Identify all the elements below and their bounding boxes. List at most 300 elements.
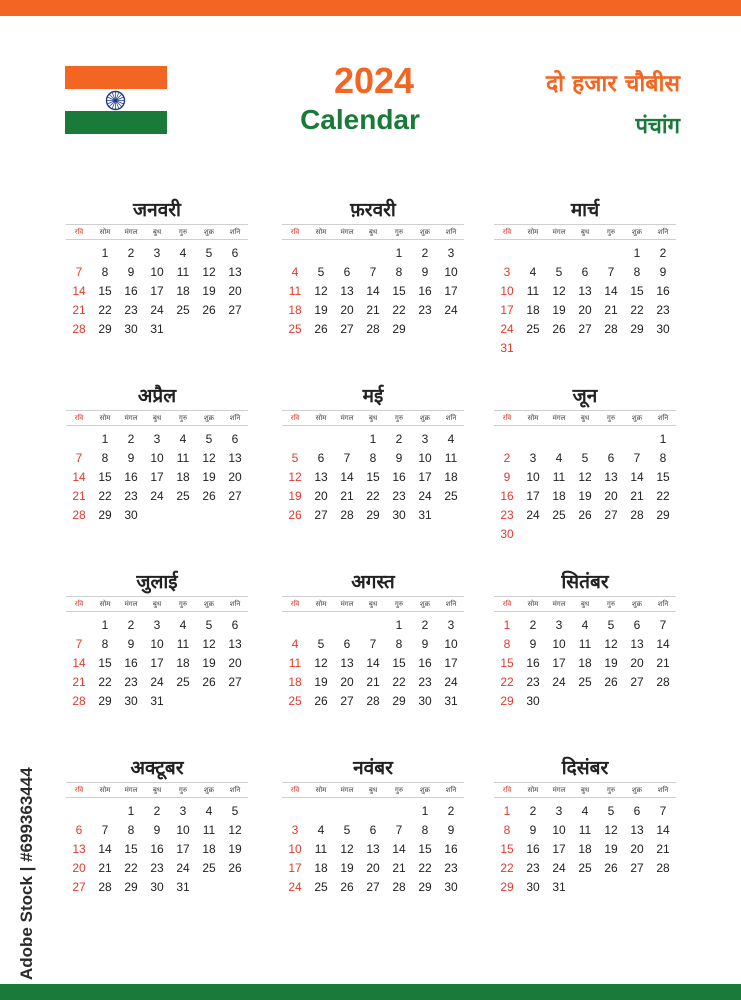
empty-cell bbox=[282, 244, 308, 263]
date-cell: 19 bbox=[340, 861, 354, 875]
date-cell: 31 bbox=[418, 508, 432, 522]
date-cell: 13 bbox=[314, 470, 328, 484]
sunday-date: 28 bbox=[72, 322, 86, 336]
date-cell: 29 bbox=[98, 694, 112, 708]
flag-saffron-band bbox=[65, 66, 167, 89]
empty-cell bbox=[66, 430, 92, 449]
date-cell: 20 bbox=[340, 303, 354, 317]
weekday-label: रवि bbox=[290, 414, 300, 422]
date-cell: 14 bbox=[98, 842, 112, 856]
date-cell: 17 bbox=[150, 284, 164, 298]
date-cell: 28 bbox=[604, 322, 618, 336]
top-color-bar bbox=[0, 0, 741, 16]
date-cell: 16 bbox=[526, 656, 540, 670]
date-cell: 21 bbox=[366, 675, 380, 689]
weekday-label: रवि bbox=[290, 228, 300, 236]
weekday-label: बुध bbox=[152, 414, 162, 422]
date-cell: 20 bbox=[228, 284, 242, 298]
date-cell: 27 bbox=[228, 303, 242, 317]
weekday-label: शनि bbox=[657, 600, 669, 608]
weekday-label: बुध bbox=[580, 228, 590, 236]
weekday-label: मंगल bbox=[340, 600, 354, 608]
date-cell: 9 bbox=[127, 451, 135, 465]
date-cell: 8 bbox=[101, 451, 109, 465]
month-block bbox=[66, 755, 248, 897]
weekday-label: बुध bbox=[368, 414, 378, 422]
sunday-date: 1 bbox=[503, 804, 511, 818]
date-cell: 4 bbox=[205, 804, 213, 818]
sunday-date: 18 bbox=[288, 675, 302, 689]
date-cell: 4 bbox=[581, 804, 589, 818]
empty-cell bbox=[598, 430, 624, 449]
day-grid bbox=[494, 244, 676, 358]
date-cell: 6 bbox=[633, 804, 641, 818]
hindi-subtitle: पंचांग bbox=[635, 114, 680, 139]
sunday-date: 15 bbox=[500, 842, 514, 856]
date-cell: 10 bbox=[150, 265, 164, 279]
date-cell: 15 bbox=[98, 470, 112, 484]
date-cell: 14 bbox=[366, 284, 380, 298]
date-cell: 6 bbox=[231, 432, 239, 446]
month-block bbox=[66, 383, 248, 525]
date-cell: 20 bbox=[314, 489, 328, 503]
day-grid bbox=[282, 430, 464, 525]
weekday-label: शनि bbox=[445, 414, 457, 422]
weekday-header bbox=[494, 596, 676, 612]
date-cell: 23 bbox=[656, 303, 670, 317]
date-cell: 19 bbox=[202, 284, 216, 298]
month-block bbox=[282, 569, 464, 711]
date-cell: 11 bbox=[176, 451, 190, 465]
date-cell: 19 bbox=[604, 656, 618, 670]
weekday-label: बुध bbox=[368, 600, 378, 608]
date-cell: 6 bbox=[231, 618, 239, 632]
sunday-date: 24 bbox=[500, 322, 514, 336]
sunday-date: 21 bbox=[72, 303, 86, 317]
date-cell: 30 bbox=[124, 508, 138, 522]
sunday-date: 3 bbox=[291, 823, 299, 837]
date-cell: 22 bbox=[392, 675, 406, 689]
date-cell: 2 bbox=[447, 804, 455, 818]
weekday-label: बुध bbox=[368, 228, 378, 236]
date-cell: 15 bbox=[98, 656, 112, 670]
weekday-label: शनि bbox=[445, 786, 457, 794]
date-cell: 12 bbox=[202, 451, 216, 465]
weekday-label: मंगल bbox=[124, 414, 138, 422]
date-cell: 13 bbox=[604, 470, 618, 484]
date-cell: 4 bbox=[179, 246, 187, 260]
date-cell: 25 bbox=[176, 303, 190, 317]
date-cell: 28 bbox=[366, 322, 380, 336]
ashoka-chakra-icon bbox=[105, 90, 126, 111]
date-cell: 13 bbox=[340, 284, 354, 298]
date-cell: 12 bbox=[202, 265, 216, 279]
sunday-date: 2 bbox=[503, 451, 511, 465]
date-cell: 22 bbox=[418, 861, 432, 875]
date-cell: 5 bbox=[343, 823, 351, 837]
day-grid bbox=[66, 244, 248, 339]
date-cell: 16 bbox=[656, 284, 670, 298]
weekday-label: सोम bbox=[315, 228, 327, 236]
date-cell: 30 bbox=[656, 322, 670, 336]
weekday-label: शनि bbox=[445, 228, 457, 236]
date-cell: 6 bbox=[633, 618, 641, 632]
date-cell: 27 bbox=[630, 861, 644, 875]
date-cell: 10 bbox=[552, 637, 566, 651]
date-cell: 16 bbox=[444, 842, 458, 856]
date-cell: 7 bbox=[101, 823, 109, 837]
date-cell: 31 bbox=[176, 880, 190, 894]
weekday-label: सोम bbox=[99, 786, 111, 794]
weekday-label: गुरु bbox=[606, 228, 616, 236]
sunday-date: 18 bbox=[288, 303, 302, 317]
sunday-date: 20 bbox=[72, 861, 86, 875]
month-name: अगस्त bbox=[351, 571, 395, 593]
date-cell: 6 bbox=[343, 637, 351, 651]
date-cell: 4 bbox=[529, 265, 537, 279]
date-cell: 16 bbox=[150, 842, 164, 856]
sunday-date: 31 bbox=[500, 341, 514, 355]
sunday-date: 4 bbox=[291, 637, 299, 651]
weekday-header bbox=[494, 410, 676, 426]
date-cell: 17 bbox=[418, 470, 432, 484]
date-cell: 17 bbox=[526, 489, 540, 503]
day-grid bbox=[494, 616, 676, 711]
date-cell: 3 bbox=[555, 618, 563, 632]
weekday-label: शुक्र bbox=[203, 786, 215, 794]
date-cell: 18 bbox=[444, 470, 458, 484]
date-cell: 17 bbox=[150, 656, 164, 670]
empty-cell bbox=[360, 616, 386, 635]
date-cell: 26 bbox=[202, 303, 216, 317]
date-cell: 23 bbox=[418, 675, 432, 689]
date-cell: 4 bbox=[555, 451, 563, 465]
date-cell: 20 bbox=[340, 675, 354, 689]
date-cell: 17 bbox=[150, 470, 164, 484]
month-name: जून bbox=[572, 385, 598, 407]
weekday-header bbox=[66, 224, 248, 240]
date-cell: 17 bbox=[444, 656, 458, 670]
sunday-date: 10 bbox=[500, 284, 514, 298]
date-cell: 3 bbox=[421, 432, 429, 446]
month-block bbox=[494, 383, 676, 544]
date-cell: 19 bbox=[552, 303, 566, 317]
weekday-label: सोम bbox=[99, 600, 111, 608]
date-cell: 31 bbox=[150, 694, 164, 708]
date-cell: 1 bbox=[395, 618, 403, 632]
date-cell: 22 bbox=[630, 303, 644, 317]
date-cell: 15 bbox=[656, 470, 670, 484]
weekday-label: रवि bbox=[74, 786, 84, 794]
date-cell: 25 bbox=[552, 508, 566, 522]
date-cell: 8 bbox=[369, 451, 377, 465]
weekday-label: गुरु bbox=[606, 600, 616, 608]
month-block bbox=[282, 197, 464, 339]
date-cell: 5 bbox=[581, 451, 589, 465]
date-cell: 2 bbox=[127, 618, 135, 632]
date-cell: 19 bbox=[202, 470, 216, 484]
date-cell: 1 bbox=[101, 618, 109, 632]
date-cell: 28 bbox=[98, 880, 112, 894]
date-cell: 16 bbox=[418, 656, 432, 670]
date-cell: 28 bbox=[630, 508, 644, 522]
empty-cell bbox=[282, 802, 308, 821]
date-cell: 6 bbox=[317, 451, 325, 465]
date-cell: 28 bbox=[656, 675, 670, 689]
month-name: जुलाई bbox=[136, 571, 178, 593]
sunday-date: 17 bbox=[500, 303, 514, 317]
day-grid bbox=[282, 616, 464, 711]
date-cell: 27 bbox=[228, 675, 242, 689]
date-cell: 14 bbox=[656, 823, 670, 837]
date-cell: 17 bbox=[552, 656, 566, 670]
weekday-label: बुध bbox=[580, 786, 590, 794]
date-cell: 3 bbox=[529, 451, 537, 465]
empty-cell bbox=[66, 802, 92, 821]
month-name: फ़रवरी bbox=[350, 199, 396, 221]
day-grid bbox=[66, 802, 248, 897]
weekday-label: मंगल bbox=[340, 414, 354, 422]
date-cell: 24 bbox=[444, 675, 458, 689]
date-cell: 5 bbox=[317, 637, 325, 651]
date-cell: 22 bbox=[366, 489, 380, 503]
sunday-date: 27 bbox=[72, 880, 86, 894]
date-cell: 23 bbox=[124, 675, 138, 689]
day-grid bbox=[66, 616, 248, 711]
date-cell: 20 bbox=[604, 489, 618, 503]
date-cell: 2 bbox=[127, 246, 135, 260]
date-cell: 21 bbox=[656, 656, 670, 670]
weekday-header bbox=[282, 782, 464, 798]
date-cell: 13 bbox=[228, 265, 242, 279]
date-cell: 8 bbox=[395, 265, 403, 279]
empty-cell bbox=[282, 430, 308, 449]
date-cell: 2 bbox=[421, 246, 429, 260]
sunday-date: 29 bbox=[500, 880, 514, 894]
date-cell: 30 bbox=[124, 322, 138, 336]
month-block bbox=[282, 755, 464, 897]
date-cell: 26 bbox=[604, 861, 618, 875]
date-cell: 28 bbox=[392, 880, 406, 894]
date-cell: 24 bbox=[150, 489, 164, 503]
date-cell: 15 bbox=[366, 470, 380, 484]
weekday-header bbox=[66, 596, 248, 612]
date-cell: 27 bbox=[228, 489, 242, 503]
date-cell: 5 bbox=[205, 246, 213, 260]
date-cell: 24 bbox=[418, 489, 432, 503]
date-cell: 15 bbox=[124, 842, 138, 856]
date-cell: 19 bbox=[604, 842, 618, 856]
date-cell: 14 bbox=[630, 470, 644, 484]
date-cell: 14 bbox=[392, 842, 406, 856]
date-cell: 26 bbox=[578, 508, 592, 522]
date-cell: 23 bbox=[526, 861, 540, 875]
date-cell: 23 bbox=[418, 303, 432, 317]
weekday-label: शुक्र bbox=[419, 228, 431, 236]
date-cell: 28 bbox=[366, 694, 380, 708]
sunday-date: 21 bbox=[72, 489, 86, 503]
date-cell: 24 bbox=[552, 675, 566, 689]
sunday-date: 8 bbox=[503, 637, 511, 651]
weekday-label: रवि bbox=[502, 786, 512, 794]
date-cell: 8 bbox=[395, 637, 403, 651]
month-block bbox=[494, 755, 676, 897]
date-cell: 24 bbox=[552, 861, 566, 875]
day-grid bbox=[282, 802, 464, 897]
date-cell: 3 bbox=[153, 246, 161, 260]
date-cell: 12 bbox=[314, 656, 328, 670]
weekday-label: बुध bbox=[152, 600, 162, 608]
year-title: 2024 bbox=[333, 60, 415, 101]
weekday-label: शुक्र bbox=[419, 600, 431, 608]
date-cell: 13 bbox=[228, 451, 242, 465]
date-cell: 29 bbox=[98, 322, 112, 336]
flag-white-band bbox=[65, 89, 167, 112]
date-cell: 22 bbox=[124, 861, 138, 875]
date-cell: 18 bbox=[552, 489, 566, 503]
date-cell: 3 bbox=[153, 618, 161, 632]
watermark-text: Adobe Stock | #699363444 bbox=[17, 767, 36, 980]
date-cell: 11 bbox=[578, 637, 592, 651]
sunday-date: 12 bbox=[288, 470, 302, 484]
weekday-header bbox=[282, 596, 464, 612]
date-cell: 12 bbox=[202, 637, 216, 651]
sunday-date: 19 bbox=[288, 489, 302, 503]
empty-cell bbox=[572, 244, 598, 263]
date-cell: 25 bbox=[526, 322, 540, 336]
date-cell: 27 bbox=[314, 508, 328, 522]
date-cell: 6 bbox=[369, 823, 377, 837]
sunday-date: 22 bbox=[500, 861, 514, 875]
weekday-label: शनि bbox=[229, 414, 241, 422]
weekday-label: सोम bbox=[99, 228, 111, 236]
date-cell: 15 bbox=[392, 656, 406, 670]
sunday-date: 10 bbox=[288, 842, 302, 856]
weekday-label: बुध bbox=[152, 228, 162, 236]
date-cell: 9 bbox=[659, 265, 667, 279]
date-cell: 20 bbox=[630, 842, 644, 856]
month-name: अप्रैल bbox=[137, 385, 177, 407]
date-cell: 14 bbox=[340, 470, 354, 484]
date-cell: 9 bbox=[395, 451, 403, 465]
date-cell: 5 bbox=[555, 265, 563, 279]
date-cell: 3 bbox=[153, 432, 161, 446]
date-cell: 17 bbox=[552, 842, 566, 856]
weekday-label: मंगल bbox=[124, 228, 138, 236]
empty-cell bbox=[520, 430, 546, 449]
empty-cell bbox=[334, 244, 360, 263]
empty-cell bbox=[360, 244, 386, 263]
date-cell: 30 bbox=[444, 880, 458, 894]
sunday-date: 4 bbox=[291, 265, 299, 279]
date-cell: 8 bbox=[659, 451, 667, 465]
weekday-label: शनि bbox=[445, 600, 457, 608]
weekday-label: शनि bbox=[229, 786, 241, 794]
date-cell: 15 bbox=[98, 284, 112, 298]
hindi-year-title: दो हजार चौबीस bbox=[545, 71, 680, 97]
month-name: सितंबर bbox=[561, 571, 609, 593]
empty-cell bbox=[308, 616, 334, 635]
weekday-label: शुक्र bbox=[419, 786, 431, 794]
weekday-label: सोम bbox=[99, 414, 111, 422]
date-cell: 18 bbox=[176, 656, 190, 670]
empty-cell bbox=[360, 802, 386, 821]
date-cell: 13 bbox=[366, 842, 380, 856]
date-cell: 30 bbox=[526, 880, 540, 894]
weekday-label: शनि bbox=[229, 228, 241, 236]
date-cell: 10 bbox=[552, 823, 566, 837]
date-cell: 7 bbox=[659, 804, 667, 818]
date-cell: 9 bbox=[153, 823, 161, 837]
date-cell: 27 bbox=[630, 675, 644, 689]
date-cell: 21 bbox=[392, 861, 406, 875]
sunday-date: 24 bbox=[288, 880, 302, 894]
date-cell: 29 bbox=[392, 322, 406, 336]
date-cell: 27 bbox=[340, 694, 354, 708]
date-cell: 11 bbox=[176, 637, 190, 651]
sunday-date: 25 bbox=[288, 322, 302, 336]
date-cell: 11 bbox=[444, 451, 458, 465]
date-cell: 12 bbox=[604, 823, 618, 837]
stock-watermark bbox=[12, 755, 36, 985]
date-cell: 20 bbox=[366, 861, 380, 875]
weekday-label: रवि bbox=[502, 228, 512, 236]
sunday-date: 14 bbox=[72, 284, 86, 298]
date-cell: 19 bbox=[578, 489, 592, 503]
date-cell: 5 bbox=[231, 804, 239, 818]
month-block bbox=[66, 569, 248, 711]
weekday-label: मंगल bbox=[340, 786, 354, 794]
month-name: दिसंबर bbox=[561, 757, 609, 779]
date-cell: 25 bbox=[176, 675, 190, 689]
date-cell: 11 bbox=[202, 823, 216, 837]
weekday-label: मंगल bbox=[552, 786, 566, 794]
weekday-label: मंगल bbox=[124, 786, 138, 794]
weekday-label: रवि bbox=[290, 600, 300, 608]
date-cell: 22 bbox=[656, 489, 670, 503]
weekday-header bbox=[66, 782, 248, 798]
date-cell: 3 bbox=[447, 246, 455, 260]
date-cell: 2 bbox=[529, 804, 537, 818]
weekday-label: शुक्र bbox=[631, 414, 643, 422]
weekday-label: रवि bbox=[74, 414, 84, 422]
date-cell: 22 bbox=[98, 489, 112, 503]
date-cell: 11 bbox=[526, 284, 540, 298]
weekday-header bbox=[282, 224, 464, 240]
sunday-date: 26 bbox=[288, 508, 302, 522]
date-cell: 11 bbox=[552, 470, 566, 484]
weekday-label: सोम bbox=[527, 786, 539, 794]
sunday-date: 22 bbox=[500, 675, 514, 689]
date-cell: 13 bbox=[340, 656, 354, 670]
date-cell: 21 bbox=[366, 303, 380, 317]
date-cell: 28 bbox=[656, 861, 670, 875]
weekday-label: शनि bbox=[229, 600, 241, 608]
sunday-date: 1 bbox=[503, 618, 511, 632]
weekday-label: शुक्र bbox=[419, 414, 431, 422]
date-cell: 6 bbox=[607, 451, 615, 465]
weekday-label: गुरु bbox=[394, 228, 404, 236]
empty-cell bbox=[494, 430, 520, 449]
month-block bbox=[494, 197, 676, 358]
date-cell: 11 bbox=[314, 842, 328, 856]
weekday-label: रवि bbox=[502, 600, 512, 608]
date-cell: 1 bbox=[633, 246, 641, 260]
date-cell: 2 bbox=[659, 246, 667, 260]
sunday-date: 15 bbox=[500, 656, 514, 670]
date-cell: 30 bbox=[526, 694, 540, 708]
date-cell: 17 bbox=[444, 284, 458, 298]
